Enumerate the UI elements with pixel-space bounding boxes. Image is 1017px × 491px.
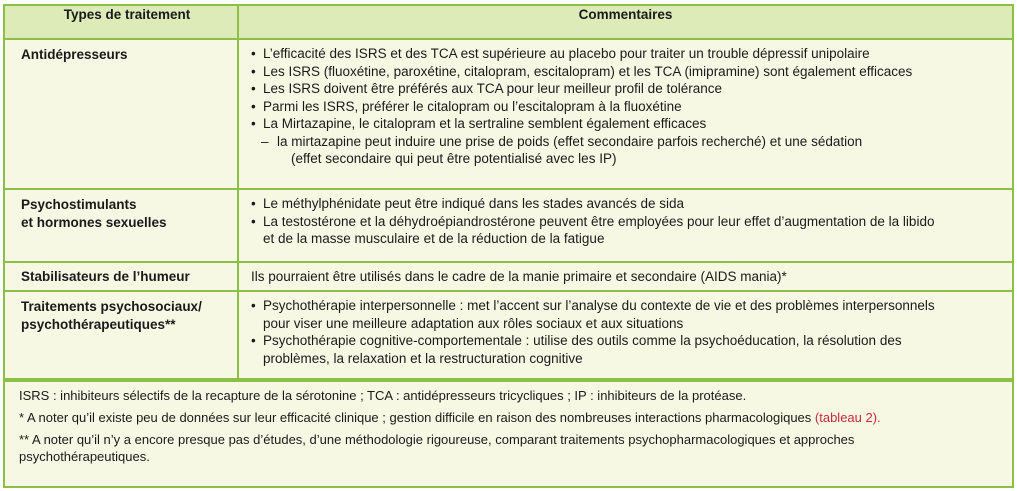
row-type: [5, 291, 238, 379]
comment-item: • La testostérone et la déhydroépiandrostérone peuvent être employées pour leur effet d’augmentation de la libido: [251, 213, 1004, 231]
footnote-text: * A noter qu’il existe peu de données sur leur efficacité clinique ; gestion difficile en raison des nombreuses interactions pharmacologiques: [19, 410, 812, 425]
footnote-text: psychothérapeutiques.: [19, 449, 150, 464]
treatment-table-panel: [3, 4, 1014, 488]
comment-item: • Psychothérapie cognitive-comportementale : utilise des outils comme la psychoéducation, la résolution des: [251, 332, 1004, 350]
comment-item: • Parmi les ISRS, préférer le citalopram ou l’escitalopram à la fluoxétine: [251, 98, 1004, 116]
comment-item: • Psychothérapie interpersonnelle : met l’accent sur l’analyse du contexte de vie et des problèmes interpersonnels: [251, 297, 1004, 315]
table-reference-link[interactable]: (tableau 2).: [814, 410, 881, 425]
treatment-table: [5, 6, 1012, 380]
comment-item-continued: problèmes, la relaxation et la restructuration cognitive: [263, 350, 583, 366]
table-footnotes: [5, 380, 1012, 465]
row-type: [5, 189, 238, 262]
comment-subitem: – la mirtazapine peut induire une prise de poids (effet secondaire parfois recherché) et une sédation: [251, 133, 1004, 151]
row-comments: [238, 189, 1012, 262]
row-comments: [238, 39, 1012, 189]
row-comment-text: Ils pourraient être utilisés dans le cadre de la manie primaire et secondaire (AIDS mania)*: [238, 262, 1012, 291]
comment-item: • Les ISRS (fluoxétine, paroxétine, citalopram, escitalopram) et les TCA (imipramine) sont également efficaces: [251, 63, 1004, 81]
footnote-double-star: [19, 431, 1004, 465]
footnote-single-star: [19, 409, 1004, 426]
table-row-stabilisateurs: [5, 262, 1012, 291]
row-comments: [238, 291, 1012, 379]
row-type-line: Psychostimulants: [21, 197, 137, 212]
footnote-text: ** A noter qu’il n’y a encore presque pas d’études, d’une méthodologie rigoureuse, comparant traitements psychopharmacologiques et approches: [19, 432, 855, 447]
comment-item: • Le méthylphénidate peut être indiqué dans les stades avancés de sida: [251, 195, 1004, 213]
header-types-de-traitement: Types de traitement: [5, 6, 238, 39]
table-row-traitements-psychosociaux: [5, 291, 1012, 379]
row-type-line: Traitements psychosociaux/: [21, 299, 202, 314]
comment-item: • Les ISRS doivent être préférés aux TCA pour leur meilleur profil de tolérance: [251, 80, 1004, 98]
comment-item: • L’efficacité des ISRS et des TCA est supérieure au placebo pour traiter un trouble dépressif unipolaire: [251, 45, 1004, 63]
comment-subitem-continued: (effet secondaire qui peut être potentialisé avec les IP): [291, 151, 617, 166]
table-row-psychostimulants: [5, 189, 1012, 262]
comment-item-continued: et de la masse musculaire et de la réduction de la fatigue: [263, 231, 605, 246]
table-header-row: [5, 6, 1012, 39]
row-type-line: et hormones sexuelles: [21, 214, 167, 230]
row-type: Stabilisateurs de l’humeur: [5, 262, 238, 291]
comment-item-continued: pour viser une meilleure adaptation aux rôles sociaux et aux situations: [263, 315, 684, 331]
row-type-line: psychothérapeutiques**: [21, 316, 176, 332]
footnote-abbreviations: ISRS : inhibiteurs sélectifs de la recapture de la sérotonine ; TCA : antidépresseurs tricycliques ; IP : inhibiteurs de la protéase.: [19, 388, 747, 403]
row-type: Antidépresseurs: [5, 39, 238, 189]
comment-item: • La Mirtazapine, le citalopram et la sertraline semblent également efficaces: [251, 115, 1004, 133]
table-row-antidepresseurs: [5, 39, 1012, 189]
header-commentaires: Commentaires: [238, 6, 1012, 39]
